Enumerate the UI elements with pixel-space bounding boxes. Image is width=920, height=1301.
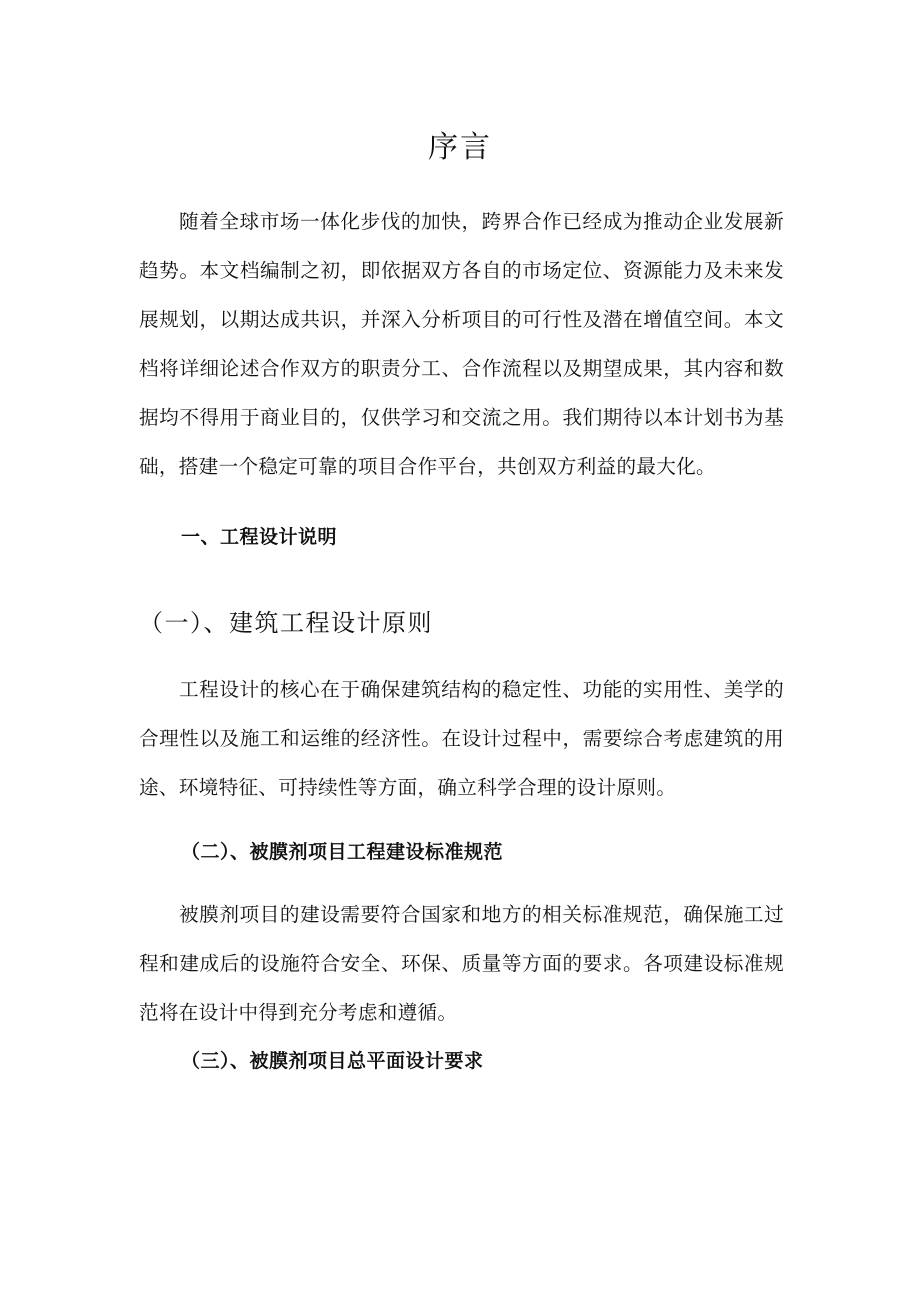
subsection-heading-site-plan: （三）、被膜剂项目总平面设计要求 (181, 1050, 484, 1072)
intro-paragraph: 随着全球市场一体化步伐的加快，跨界合作已经成为推动企业发展新趋势。本文档编制之初，即依据双方各自的市场定位、资源能力及未来发展规划，以期达成共识，并深入分析项目的可行性及潜在增值空间。本文档将详细论述合作双方的职责分工、合作流程以及期望成果，其内容和数据均不得用于商业目的，仅供学习和交流之用。我们期待以本计划书为基础，搭建一个稳定可靠的项目合作平台，共创双方利益的最大化。 (139, 210, 784, 478)
page-title: 序言 (428, 130, 492, 165)
design-principles-paragraph: 工程设计的核心在于确保建筑结构的稳定性、功能的实用性、美学的合理性以及施工和运维的经济性。在设计过程中，需要综合考虑建筑的用途、环境特征、可持续性等方面，确立科学合理的设计原则。 (139, 678, 784, 799)
subsection-heading-construction-standards: （二）、被膜剂项目工程建设标准规范 (181, 841, 504, 863)
section-heading-engineering-design: 一、工程设计说明 (181, 526, 338, 548)
subsection-heading-design-principles: （一）、建筑工程设计原则 (139, 609, 433, 637)
construction-standards-paragraph: 被膜剂项目的建设需要符合国家和地方的相关标准规范，确保施工过程和建成后的设施符合安全、环保、质量等方面的要求。各项建设标准规范将在设计中得到充分考虑和遵循。 (139, 903, 784, 1024)
